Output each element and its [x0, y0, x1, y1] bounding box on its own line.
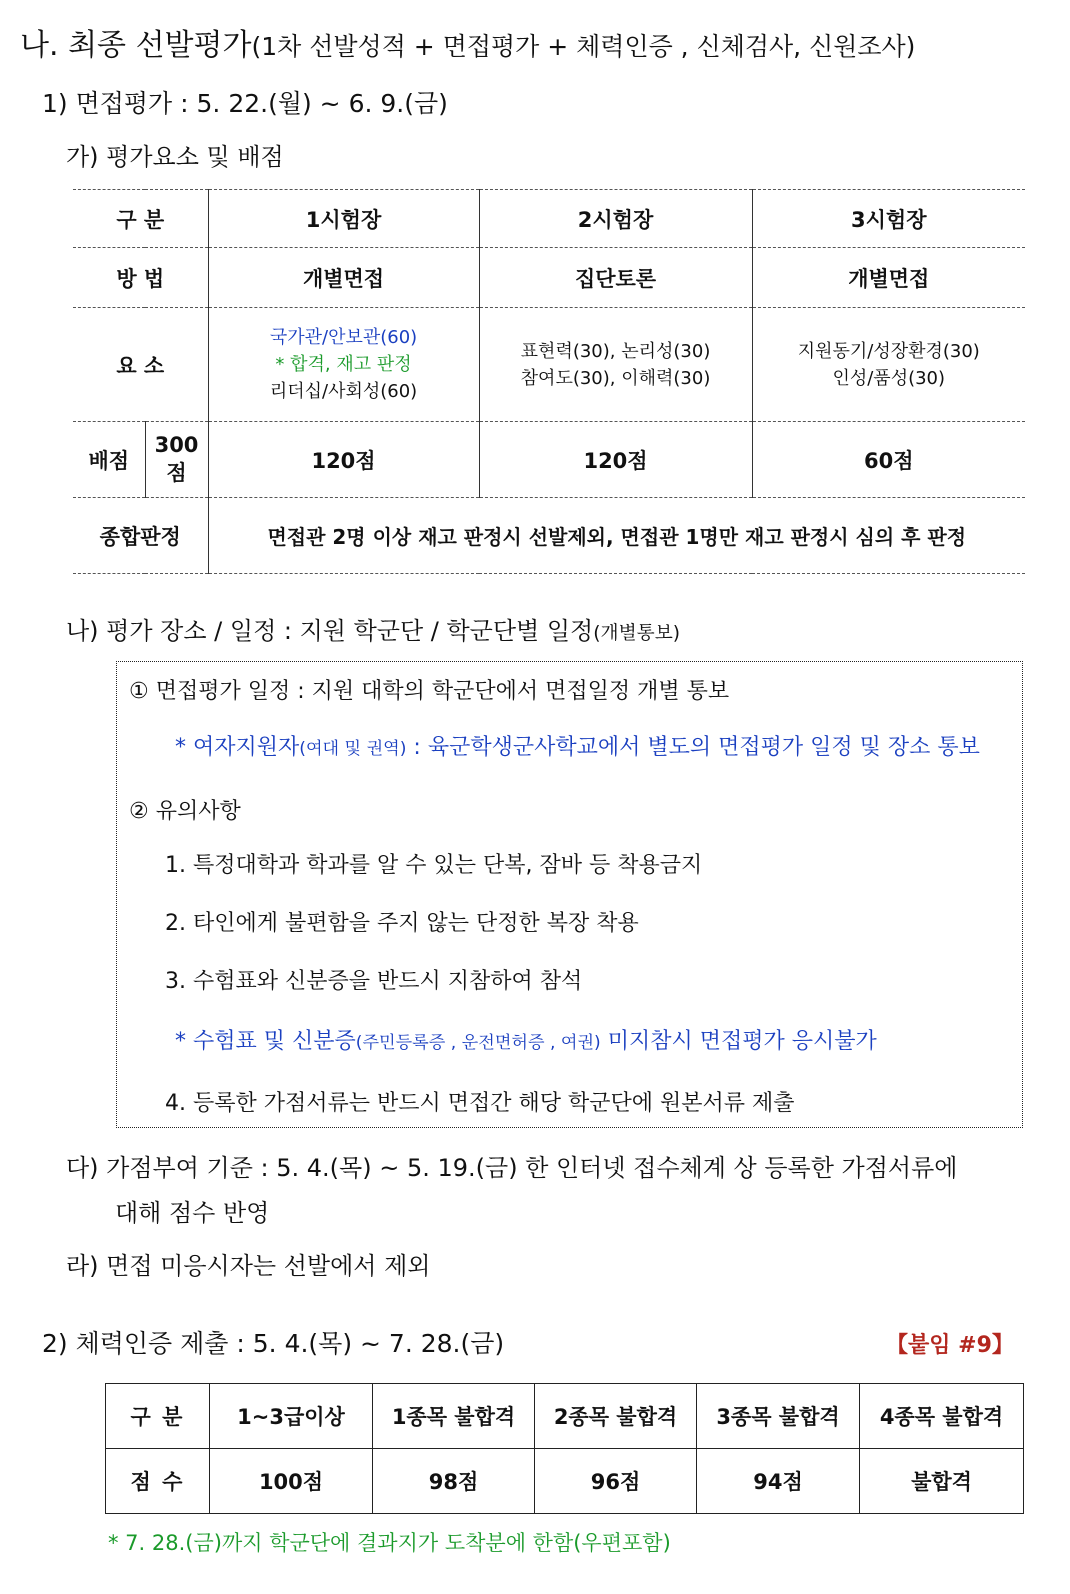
subheading-b-note: (개별통보): [593, 623, 681, 644]
caution-item: 3. 수험표와 신분증을 반드시 지참하여 참석: [165, 969, 583, 994]
table-row: [73, 498, 1025, 574]
table-header-cell: 4종목 불합격: [860, 1384, 1024, 1449]
table-cell: 배점: [73, 422, 145, 498]
table-header-cell: 1시험장: [208, 190, 479, 248]
table-cell: 방 법: [73, 248, 208, 308]
table-cell: 점 수: [106, 1449, 210, 1514]
subheading-b-text: 나) 평가 장소 / 일정 : 지원 학군단 / 학군단별 일정: [66, 617, 594, 645]
table-header-cell: 구 분: [73, 190, 208, 248]
interview-subheading-c-cont: 대해 점수 반영: [115, 1199, 270, 1227]
table-cell: 개별면접: [752, 248, 1025, 308]
note-small-text: (주민등록증 , 운전면허증 , 여권): [355, 1033, 601, 1053]
element-line: 인성/품성(30): [832, 367, 946, 389]
table-cell: 300점: [145, 422, 208, 498]
element-line: * 합격, 재고 판정: [275, 354, 412, 375]
caution-item-note: [175, 1024, 877, 1055]
element-line: 국가관/안보관(60): [269, 327, 418, 348]
table-cell: 120점: [208, 422, 479, 498]
interview-subheading-c: 다) 가점부여 기준 : 5. 4.(목) ~ 5. 19.(금) 한 인터넷 접수체계 상 등록한 가점서류에: [66, 1154, 958, 1182]
table-cell: 98점: [373, 1449, 535, 1514]
caution-item: 4. 등록한 가점서류는 반드시 면접간 해당 학군단에 원본서류 제출: [165, 1091, 795, 1116]
table-header-cell: 1종목 불합격: [373, 1384, 535, 1449]
table-cell: 96점: [535, 1449, 697, 1514]
caution-item: 1. 특정대학과 학과를 알 수 있는 단복, 잠바 등 착용금지: [165, 853, 703, 878]
element-line: 리더십/사회성(60): [269, 381, 418, 402]
section-title: [20, 20, 915, 64]
table-cell: 60점: [752, 422, 1025, 498]
table-cell: 불합격: [860, 1449, 1024, 1514]
element-line: 참여도(30), 이해력(30): [520, 367, 711, 389]
fitness-heading: 2) 체력인증 제출 : 5. 4.(목) ~ 7. 28.(금): [42, 1329, 505, 1358]
note-small-text: (여대 및 권역): [299, 739, 407, 759]
table-cell: 종합판정: [73, 498, 208, 574]
interview-subheading-b: [66, 611, 680, 646]
table-header-cell: 2종목 불합격: [535, 1384, 697, 1449]
table-row: [73, 422, 1025, 498]
fitness-score-table: [105, 1383, 1024, 1514]
table-cell: 집단토론: [479, 248, 752, 308]
box-item-2: ② 유의사항: [129, 799, 241, 824]
table-cell: 면접관 2명 이상 재고 판정시 선발제외, 면접관 1명만 재고 판정시 심의 후 판정: [208, 498, 1025, 574]
table-header-cell: 구 분: [106, 1384, 210, 1449]
table-row: [73, 308, 1025, 422]
notice-box: [116, 661, 1023, 1128]
attachment-label: 【붙임 #9】: [886, 1333, 1014, 1358]
section-title-text: 최종 선발평가: [68, 28, 252, 63]
table-cell: 94점: [697, 1449, 860, 1514]
caution-item: 2. 타인에게 불편함을 주지 않는 단정한 복장 착용: [165, 911, 639, 936]
interview-evaluation-table: [73, 189, 1025, 574]
table-row: [73, 248, 1025, 308]
section-title-note: (1차 선발성적 + 면접평가 + 체력인증 , 신체검사, 신원조사): [251, 32, 916, 61]
table-cell: 120점: [479, 422, 752, 498]
table-cell: [208, 308, 479, 422]
table-row: [106, 1384, 1024, 1449]
note-text: * 수험표 및 신분증: [175, 1029, 356, 1054]
note-text: * 여자지원자: [175, 735, 300, 760]
table-cell: 개별면접: [208, 248, 479, 308]
table-header-cell: 1~3급이상: [210, 1384, 373, 1449]
box-item-1-note: [175, 730, 980, 761]
fitness-footnote: * 7. 28.(금)까지 학군단에 결과지가 도착분에 한함(우편포함): [108, 1531, 671, 1555]
interview-subheading-d: 라) 면접 미응시자는 선발에서 제외: [66, 1252, 431, 1280]
note-text: 미지참시 면접평가 응시불가: [600, 1029, 877, 1054]
table-header-cell: 3종목 불합격: [697, 1384, 860, 1449]
table-row: [106, 1449, 1024, 1514]
interview-subheading-a: 가) 평가요소 및 배점: [66, 143, 284, 171]
element-line: 지원동기/성장환경(30): [797, 340, 980, 362]
element-line: 표현력(30), 논리성(30): [520, 340, 711, 362]
table-header-cell: 2시험장: [479, 190, 752, 248]
table-cell: [752, 308, 1025, 422]
table-row: [73, 190, 1025, 248]
box-item-1: ① 면접평가 일정 : 지원 대학의 학군단에서 면접일정 개별 통보: [129, 679, 730, 704]
section-marker: 나.: [20, 28, 59, 63]
table-cell: 요 소: [73, 308, 208, 422]
table-cell: 100점: [210, 1449, 373, 1514]
interview-heading: 1) 면접평가 : 5. 22.(월) ~ 6. 9.(금): [42, 89, 448, 118]
table-header-cell: 3시험장: [752, 190, 1025, 248]
note-text: : 육군학생군사학교에서 별도의 면접평가 일정 및 장소 통보: [406, 735, 980, 760]
table-cell: [479, 308, 752, 422]
